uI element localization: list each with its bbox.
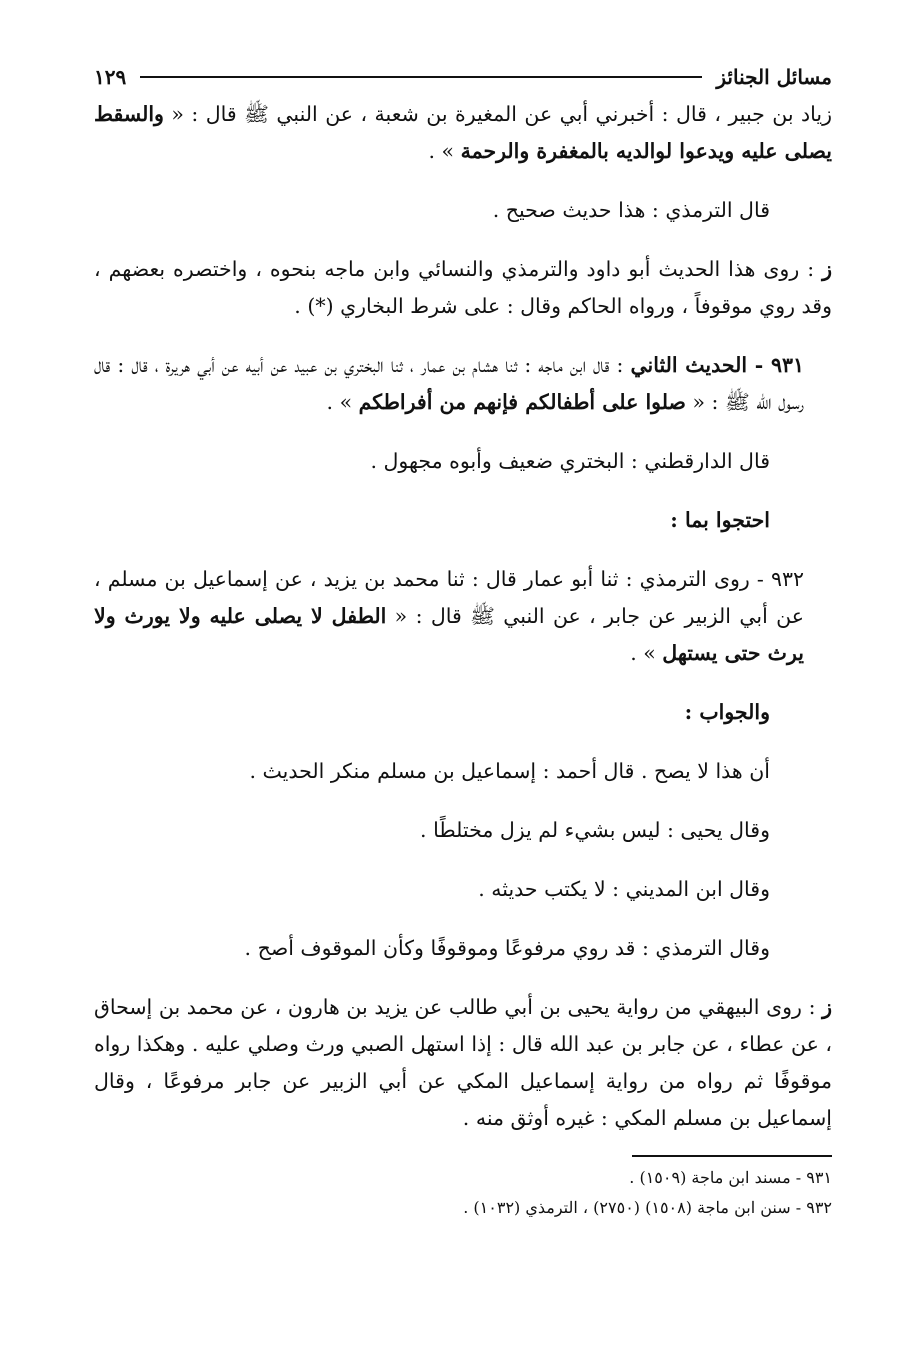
text: : قال ابن ماجه : ثنا هشام بن عمار ، ثنا البختري بن عبيد عن أبيه عن أبي هريرة ، قال : قال رسول الله ﷺ : «	[94, 353, 804, 414]
text: » .	[630, 641, 663, 665]
answer-line: وقال الترمذي : قد روي مرفوعًا وموقوفًا وكأن الموقوف أصح .	[244, 936, 770, 960]
text: » .	[326, 390, 359, 414]
text: » .	[428, 139, 461, 163]
answer-line: أن هذا لا يصح . قال أحمد : إسماعيل بن مسلم منكر الحديث .	[249, 759, 770, 783]
note-marker: ز	[822, 257, 832, 281]
hadith-text: الطفل لا يصلى عليه ولا يورث ولا يرث حتى يستهل	[94, 604, 804, 665]
footnote: ٩٣٢ - سنن ابن ماجة (١٥٠٨) (٢٧٥٠) ، الترمذي (١٠٣٢) .	[463, 1197, 832, 1217]
hadith-heading: ٩٣١ - الحديث الثاني	[630, 353, 805, 377]
text: : روى البيهقي من رواية يحيى بن أبي طالب عن يزيد بن هارون ، عن محمد بن إسحاق ، عن عطاء ، عن جابر بن عبد الله قال : إذا استهل الصبي ورث وصلي عليه . وهكذا رواه موقوفًا ثم رواه من رواية إسماعيل المكي عن أبي الزبير عن جابر مرفوعًا ، وقال إسماعيل بن مسلم المكي : غيره أوثق منه .	[94, 995, 832, 1130]
note-marker: ز	[822, 995, 832, 1019]
hadith-932	[94, 561, 832, 672]
book-page	[94, 60, 832, 1223]
footnote: ٩٣١ - مسند ابن ماجة (١٥٠٩) .	[629, 1167, 832, 1187]
hadith-text: صلوا على أطفالكم فإنهم من أفراطكم	[358, 390, 686, 414]
section-heading: احتجوا بما :	[670, 508, 770, 532]
chapter-title: مسائل الجنائز	[716, 65, 832, 89]
answer-line: وقال ابن المديني : لا يكتب حديثه .	[478, 877, 770, 901]
hadith-931	[94, 347, 832, 421]
paragraph-sakat-hadith	[94, 96, 832, 170]
zawaid-note	[94, 251, 832, 325]
text: زياد بن جبير ، قال : أخبرني أبي عن المغيرة بن شعبة ، عن النبي ﷺ قال : «	[163, 102, 832, 126]
header-rule	[140, 76, 702, 78]
hadith-text: والسقط يصلى عليه ويدعوا لوالديه بالمغفرة والرحمة	[94, 102, 832, 163]
zawaid-note	[94, 989, 832, 1137]
page-number: ١٢٩	[94, 65, 127, 89]
answer-line: وقال يحيى : ليس بشيء لم يزل مختلطًا .	[420, 818, 770, 842]
answer-heading: والجواب :	[684, 700, 770, 724]
tirmidhi-grading: قال الترمذي : هذا حديث صحيح .	[492, 198, 770, 222]
text: : روى هذا الحديث أبو داود والترمذي والنسائي وابن ماجه بنحوه ، واختصره بعضهم ، وقد روي موقوفاً ، ورواه الحاكم وقال : على شرط البخاري (*) .	[94, 257, 832, 318]
daraqutni-note: قال الدارقطني : البختري ضعيف وأبوه مجهول .	[370, 449, 770, 473]
text: ٩٣٢ - روى الترمذي : ثنا أبو عمار قال : ثنا محمد بن يزيد ، عن إسماعيل بن مسلم ، عن أبي الزبير عن جابر ، عن النبي ﷺ قال : «	[94, 567, 804, 628]
footnote-rule	[632, 1155, 832, 1157]
running-header	[94, 60, 832, 94]
